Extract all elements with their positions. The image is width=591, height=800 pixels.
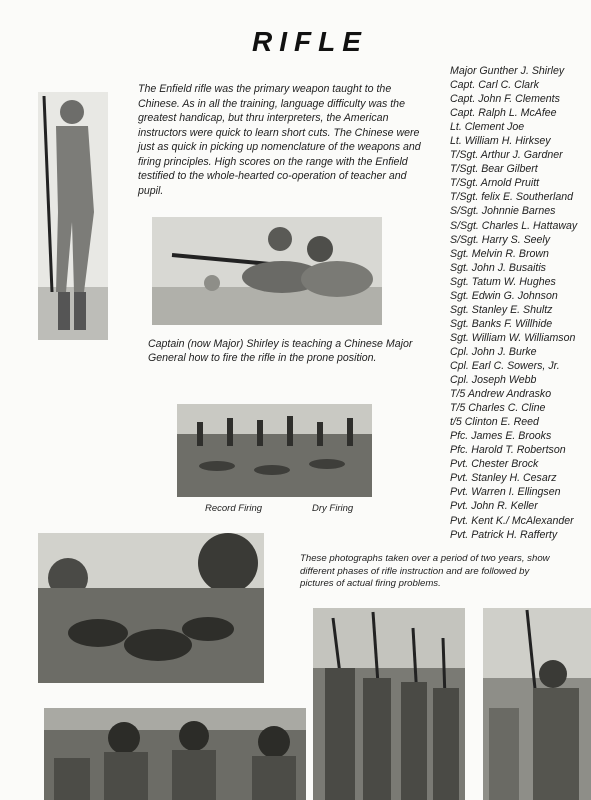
roster-name: S/Sgt. Johnnie Barnes — [450, 205, 556, 218]
roster-name: Pvt. Stanley H. Cesarz — [450, 472, 557, 485]
roster-name: Lt. Clement Joe — [450, 121, 525, 134]
photo-soldier-right — [483, 608, 591, 800]
roster-name: Cpl. Earl C. Sowers, Jr. — [450, 359, 560, 372]
roster-name: S/Sgt. Charles L. Hattaway — [450, 219, 578, 232]
roster-name: Cpl. John J. Burke — [450, 345, 537, 358]
roster-name: Sgt. Edwin G. Johnson — [450, 289, 558, 302]
roster-name: Sgt. John J. Busaitis — [450, 261, 546, 274]
intro-paragraph: The Enfield rifle was the primary weapon taught to the Chinese. As in all the training, language difficulty was the greatest handicap, but thru interpreters, the American instructors were quick to learn short cuts. The Chinese were just as quick in picking up nomenclature of the weapons and firing principles. High scores on the range with the Enfield testified to the whole-hearted co-operation of teacher and pupil. — [138, 83, 421, 197]
roster-name: Sgt. Tatum W. Hughes — [450, 275, 556, 288]
roster-name: Cpl. Joseph Webb — [450, 374, 537, 387]
roster-name: Pfc. Harold T. Robertson — [450, 444, 566, 457]
photo-soldier-standing — [38, 92, 108, 340]
roster-name: Pvt. Warren I. Ellingsen — [450, 486, 561, 499]
roster-name: Sgt. Stanley E. Shultz — [450, 303, 553, 316]
roster-name: T/Sgt. Bear Gilbert — [450, 163, 538, 176]
roster-name: Capt. Carl C. Clark — [450, 79, 539, 92]
photo-field-kneeling — [38, 533, 264, 683]
caption-record-firing: Record Firing — [205, 503, 263, 514]
caption-photos: These photographs taken over a period of two years, show different phases of rifle instruction and are followed by pictures of actual firing problems. — [300, 553, 550, 590]
instructor-roster — [450, 64, 590, 542]
photo-bottom-group — [44, 708, 306, 800]
roster-name: T/Sgt. Arthur J. Gardner — [450, 149, 563, 162]
roster-name: Pvt. Kent K./ McAlexander — [450, 514, 574, 527]
photo-prone-instruction — [152, 217, 382, 325]
roster-name: Sgt. Banks F. Willhide — [450, 317, 553, 330]
roster-name: Sgt. William W. Williamson — [450, 331, 576, 344]
roster-name: T/5 Charles C. Cline — [450, 402, 546, 415]
roster-name: T/Sgt. Arnold Pruitt — [450, 177, 540, 190]
caption-dry-firing: Dry Firing — [312, 503, 354, 514]
roster-name: T/Sgt. felix E. Southerland — [450, 191, 574, 204]
photo-rifles-raised — [313, 608, 465, 800]
roster-name: Major Gunther J. Shirley — [450, 65, 565, 77]
roster-name: S/Sgt. Harry S. Seely — [450, 233, 551, 246]
roster-name: Pvt. Chester Brock — [450, 458, 539, 471]
roster-name: Capt. Ralph L. McAfee — [450, 107, 557, 120]
roster-name: Lt. William H. Hirksey — [450, 135, 551, 148]
roster-name: t/5 Clinton E. Reed — [450, 416, 539, 429]
roster-name: T/5 Andrew Andrasko — [450, 388, 552, 401]
roster-name: Capt. John F. Clements — [450, 93, 560, 106]
caption-prone: Captain (now Major) Shirley is teaching a Chinese Major General how to fire the rifle in the prone position. — [148, 338, 413, 364]
roster-name: Pvt. John R. Keller — [450, 500, 538, 513]
roster-name: Sgt. Melvin R. Brown — [450, 247, 549, 260]
roster-name: Pvt. Patrick H. Rafferty — [450, 528, 558, 541]
roster-name: Pfc. James E. Brooks — [450, 430, 552, 443]
photo-firing-line — [177, 404, 372, 497]
page-title: RIFLE — [252, 26, 368, 57]
